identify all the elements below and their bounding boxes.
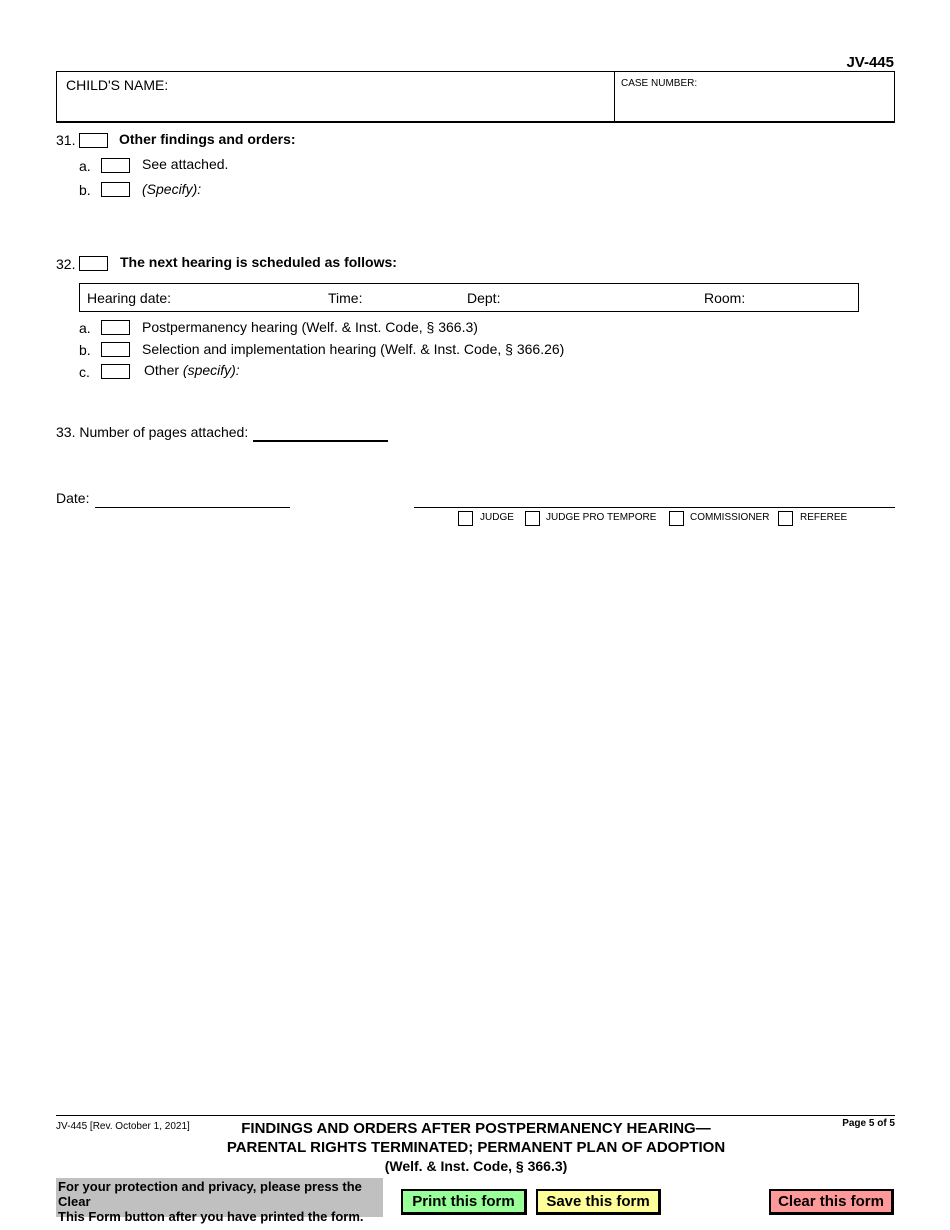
pages-attached-field[interactable]: [253, 425, 388, 442]
item31b-specify-field[interactable]: [210, 180, 895, 240]
case-number-field[interactable]: [619, 94, 891, 120]
item31-title: Other findings and orders:: [119, 131, 296, 147]
privacy-line1: For your protection and privacy, please press the Clear: [58, 1179, 362, 1209]
judge-pro-tempore-label: JUDGE PRO TEMPORE: [546, 512, 657, 523]
hearing-date-field[interactable]: [176, 286, 316, 309]
item32c-specify-label: (specify):: [182, 362, 240, 378]
item32c-checkbox[interactable]: [101, 364, 130, 379]
save-form-button[interactable]: Save this form: [536, 1189, 661, 1215]
item32b-checkbox[interactable]: [101, 342, 130, 357]
judge-checkbox[interactable]: [458, 511, 473, 526]
print-form-button[interactable]: Print this form: [401, 1189, 527, 1215]
dept-field[interactable]: [506, 286, 726, 309]
privacy-notice: [56, 1178, 383, 1224]
child-name-label: CHILD'S NAME:: [66, 77, 169, 93]
hearing-date-label: Hearing date:: [87, 290, 172, 306]
item32a-letter: a.: [79, 320, 91, 336]
footer-title-line2: PARENTAL RIGHTS TERMINATED; PERMANENT PLAN OF ADOPTION: [226, 1139, 726, 1156]
item31a-text: See attached.: [142, 156, 229, 172]
room-field[interactable]: [752, 286, 854, 309]
hearing-info-box: [79, 283, 859, 312]
case-number-label: CASE NUMBER:: [621, 78, 698, 89]
item32-checkbox[interactable]: [79, 256, 108, 271]
item31b-checkbox[interactable]: [101, 182, 130, 197]
date-field[interactable]: [95, 491, 290, 508]
item32a-text: Postpermanency hearing (Welf. & Inst. Code, § 366.3): [142, 319, 478, 335]
child-name-field[interactable]: [59, 94, 609, 120]
item32-title: The next hearing is scheduled as follows:: [120, 254, 397, 270]
judge-pro-tempore-checkbox[interactable]: [525, 511, 540, 526]
date-label: Date:: [56, 490, 90, 506]
item31b-specify-label: (Specify):: [142, 181, 202, 197]
judicial-officer-signature-line[interactable]: [414, 474, 895, 508]
time-label: Time:: [328, 290, 363, 306]
page-number: Page 5 of 5: [842, 1118, 895, 1129]
item32a-checkbox[interactable]: [101, 320, 130, 335]
item31-number: 31.: [56, 132, 76, 148]
item32-number: 32.: [56, 256, 76, 272]
item32c-specify-field[interactable]: [245, 360, 895, 382]
judge-label: JUDGE: [480, 512, 514, 523]
item32b-text: Selection and implementation hearing (Welf. & Inst. Code, § 366.26): [142, 341, 565, 357]
privacy-line2: This Form button after you have printed the form.: [58, 1209, 364, 1224]
item31a-letter: a.: [79, 158, 91, 174]
item31-checkbox[interactable]: [79, 133, 108, 148]
form-revision: JV-445 [Rev. October 1, 2021]: [56, 1121, 190, 1132]
time-field[interactable]: [368, 286, 463, 309]
item33-label: 33. Number of pages attached:: [56, 424, 249, 440]
header-divider: [614, 71, 615, 123]
commissioner-checkbox[interactable]: [669, 511, 684, 526]
dept-label: Dept:: [467, 290, 501, 306]
item32c-letter: c.: [79, 364, 90, 380]
item32c-text: [144, 362, 240, 378]
form-id: JV-445: [846, 54, 894, 71]
referee-checkbox[interactable]: [778, 511, 793, 526]
room-label: Room:: [704, 290, 746, 306]
footer-rule: [56, 1115, 895, 1116]
footer-title: [190, 1119, 762, 1176]
item31a-checkbox[interactable]: [101, 158, 130, 173]
header-box: [56, 71, 895, 123]
item31b-letter: b.: [79, 182, 91, 198]
referee-label: REFEREE: [800, 512, 848, 523]
footer-title-line1: FINDINGS AND ORDERS AFTER POSTPERMANENCY HEARING—: [241, 1120, 711, 1137]
clear-form-button[interactable]: Clear this form: [769, 1189, 894, 1215]
item32b-letter: b.: [79, 342, 91, 358]
footer-title-line3: (Welf. & Inst. Code, § 366.3): [384, 1158, 568, 1174]
item32c-other-label: Other: [144, 362, 180, 378]
commissioner-label: COMMISSIONER: [690, 512, 770, 523]
